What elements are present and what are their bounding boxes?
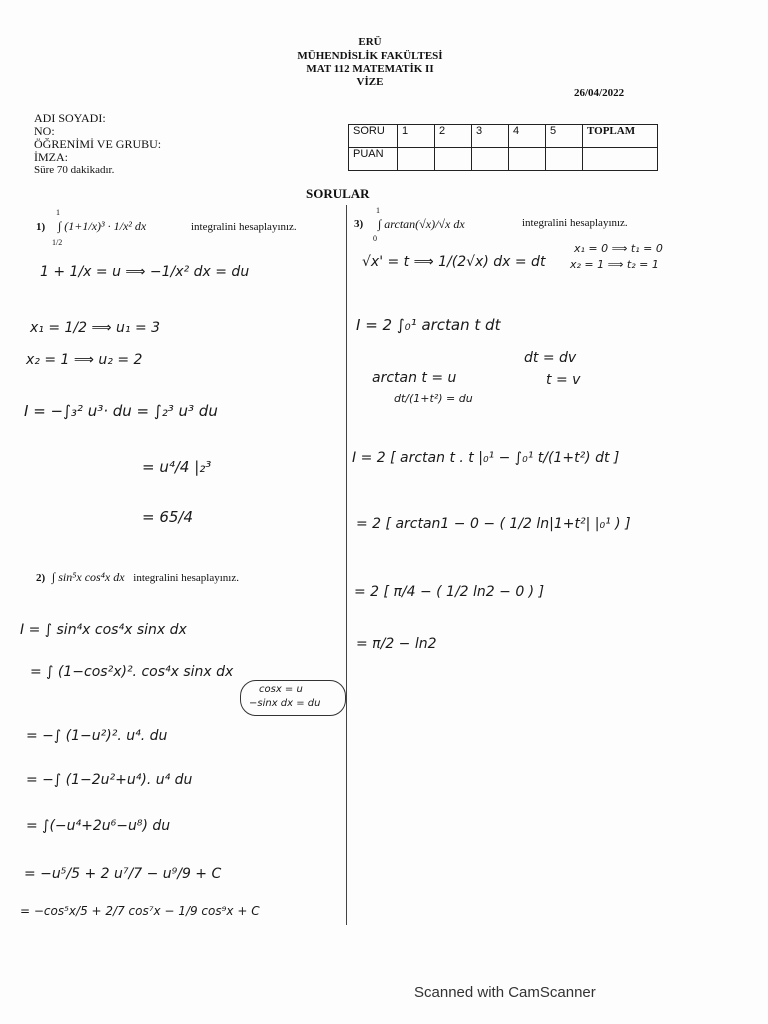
score-cell[interactable] (398, 148, 435, 171)
question-prompt: integralini hesaplayınız. (191, 221, 297, 233)
integral-expression: ∫ arctan(√x)/√x dx (378, 217, 465, 231)
solution-line: = −∫ (1−u²)². u⁴. du (26, 728, 168, 744)
substitution-line: −sinx dx = du (249, 698, 321, 709)
question-number: 2) (36, 572, 46, 584)
solution-line: = −∫ (1−2u²+u⁴). u⁴ du (26, 772, 193, 788)
name-label: ADI SOYADI: (34, 111, 106, 125)
solution-line: x₂ = 1 ⟹ t₂ = 1 (570, 258, 659, 271)
score-table-header-row (349, 125, 658, 148)
solution-line: = ∫ (1−cos²x)². cos⁴x sinx dx (30, 664, 234, 680)
signature-label: İMZA: (34, 150, 68, 164)
score-cell: 3 (472, 125, 509, 148)
score-cell[interactable] (546, 148, 583, 171)
solution-line: 1 + 1/x = u ⟹ −1/x² dx = du (40, 264, 250, 280)
section-title: SORULAR (306, 186, 370, 201)
score-cell: SORU (349, 125, 398, 148)
substitution-note (240, 680, 346, 716)
solution-line: = 2 [ arctan1 − 0 − ( 1/2 ln|1+t²| |₀¹ ) ] (356, 516, 631, 532)
score-cell: 5 (546, 125, 583, 148)
score-cell: 4 (509, 125, 546, 148)
exam-date: 26/04/2022 (574, 87, 625, 99)
solution-line: I = −∫₃² u³· du = ∫₂³ u³ du (24, 402, 218, 420)
question-number: 1) (36, 221, 46, 233)
question-prompt: integralini hesaplayınız. (522, 217, 628, 229)
score-cell: 1 (398, 125, 435, 148)
number-label: NO: (34, 124, 55, 138)
upper-limit: 1 (376, 206, 380, 215)
solution-line: x₂ = 1 ⟹ u₂ = 2 (26, 352, 143, 368)
substitution-line: cosx = u (259, 684, 303, 695)
score-cell[interactable] (509, 148, 546, 171)
question-2 (36, 570, 239, 585)
question-1 (36, 210, 336, 250)
solution-line: x₁ = 1/2 ⟹ u₁ = 3 (30, 320, 161, 336)
upper-limit: 1 (56, 208, 60, 217)
solution-line: = π/2 − ln2 (356, 636, 437, 652)
solution-line: = ∫(−u⁴+2u⁶−u⁸) du (26, 818, 171, 834)
duration-note: Süre 70 dakikadır. (34, 164, 115, 176)
solution-line: = −u⁵/5 + 2 u⁷/7 − u⁹/9 + C (24, 866, 222, 882)
integral-expression: ∫ (1+1/x)³ · 1/x² dx (58, 219, 147, 233)
question-prompt: integralini hesaplayınız. (133, 572, 239, 584)
scanner-watermark: Scanned with CamScanner (414, 984, 596, 1001)
university-name: ERÜ (358, 36, 382, 48)
score-cell: TOPLAM (583, 125, 658, 148)
integral-expression: ∫ sin⁵x cos⁴x dx (51, 570, 125, 584)
solution-line: √x' = t ⟹ 1/(2√x) dx = dt (362, 254, 546, 270)
solution-line: x₁ = 0 ⟹ t₁ = 0 (574, 242, 663, 255)
solution-line: dt/(1+t²) = du (394, 392, 473, 405)
score-cell[interactable] (435, 148, 472, 171)
student-info (34, 112, 161, 177)
lower-limit: 0 (373, 234, 377, 243)
course-name: MAT 112 MATEMATİK II (306, 63, 434, 75)
solution-line: = u⁴/4 |₂³ (142, 458, 212, 476)
solution-line: arctan t = u (372, 370, 457, 386)
solution-line: I = 2 [ arctan t . t |₀¹ − ∫₀¹ t/(1+t²) dt ] (352, 450, 620, 466)
column-divider (346, 205, 347, 925)
score-table (348, 124, 658, 171)
lower-limit: 1/2 (52, 238, 63, 247)
score-cell: 2 (435, 125, 472, 148)
solution-line: = 65/4 (142, 508, 194, 526)
question-number: 3) (354, 218, 364, 230)
score-cell[interactable] (472, 148, 509, 171)
score-table-points-row (349, 148, 658, 171)
solution-line: = −cos⁵x/5 + 2/7 cos⁷x − 1/9 cos⁹x + C (20, 904, 260, 918)
score-cell: PUAN (349, 148, 398, 171)
solution-line: dt = dv (524, 350, 577, 366)
solution-line: = 2 [ π/4 − ( 1/2 ln2 − 0 ) ] (354, 584, 545, 600)
solution-line: t = v (546, 372, 581, 388)
score-cell[interactable] (583, 148, 658, 171)
solution-line: I = 2 ∫₀¹ arctan t dt (356, 316, 501, 334)
faculty-name: MÜHENDİSLİK FAKÜLTESİ (297, 50, 443, 62)
exam-type: VİZE (356, 76, 384, 88)
solution-line: I = ∫ sin⁴x cos⁴x sinx dx (20, 622, 187, 638)
education-group-label: ÖĞRENİMİ VE GRUBU: (34, 137, 162, 151)
